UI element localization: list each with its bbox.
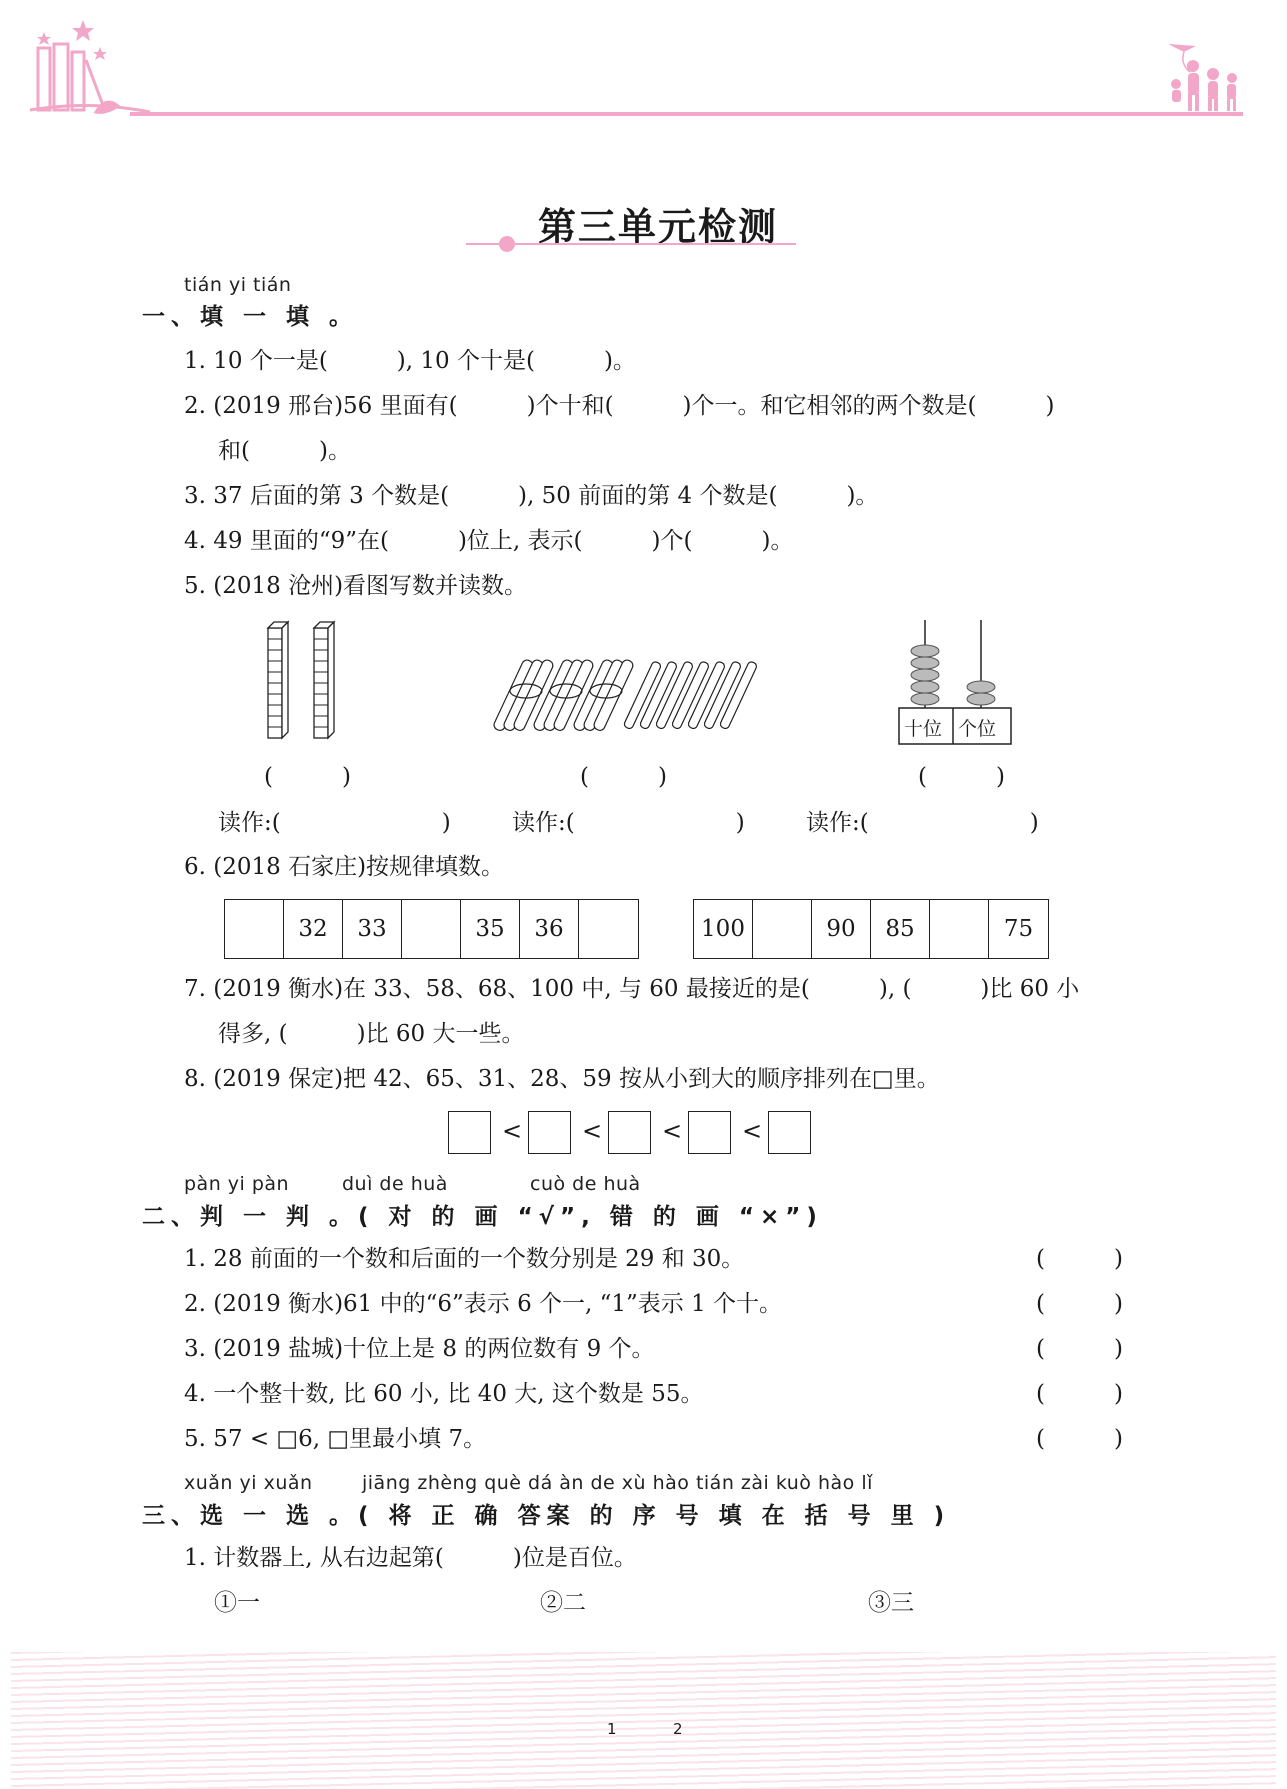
sequence-cell: 36 [520,900,579,958]
read-as-3: 读作:( ) [806,810,1039,836]
judge-item-2: 2. (2019 衡水)61 中的“6”表示 6 个一, “1”表示 1 个十。 [184,1291,783,1317]
judge-answer-3[interactable]: ( ) [1036,1336,1123,1362]
sequence-cell: 32 [284,900,343,958]
question-3: 3. 37 后面的第 3 个数是( ), 50 前面的第 4 个数是( )。 [184,483,879,509]
ten-rods-picture [262,620,342,745]
section2-heading: 二、判 一 判 。( 对 的 画 “√”, 错 的 画 “×”) [142,1204,823,1230]
stick-bundles-picture [490,655,760,735]
sequence-cell: 35 [461,900,520,958]
question-2-line1: 2. (2019 邢台)56 里面有( )个十和( )个一。和它相邻的两个数是( ) [184,393,1055,419]
order-box[interactable] [528,1111,571,1154]
question-2-line2: 和( )。 [218,438,351,464]
question-7-line1: 7. (2019 衡水)在 33、58、68、100 中, 与 60 最接近的是( ), ( )比 60 小 [184,976,1080,1002]
picture3-answer: ( ) [918,764,1005,790]
sequence-boxes-1 [224,899,639,959]
judge-answer-4[interactable]: ( ) [1036,1381,1123,1407]
order-box[interactable] [768,1111,811,1154]
picture1-answer: ( ) [264,764,351,790]
judge-item-3: 3. (2019 盐城)十位上是 8 的两位数有 9 个。 [184,1336,655,1362]
choice-option-2[interactable]: ②二 [540,1590,586,1616]
read-as-2: 读作:( ) [512,810,745,836]
judge-answer-2[interactable]: ( ) [1036,1291,1123,1317]
judge-item-1: 1. 28 前面的一个数和后面的一个数分别是 29 和 30。 [184,1246,745,1272]
question-6: 6. (2018 石家庄)按规律填数。 [184,854,505,880]
title-underline [466,234,796,254]
less-than-sign: < [502,1117,523,1145]
sequence-cell: 33 [343,900,402,958]
section3-heading: 三、选 一 选 。( 将 正 确 答案 的 序 号 填 在 括 号 里 ) [142,1503,951,1529]
order-box[interactable] [608,1111,651,1154]
read-as-1: 读作:( ) [218,810,451,836]
less-than-sign: < [742,1117,763,1145]
sequence-cell: 85 [871,900,930,958]
abacus-label-tens: 十位 [904,718,943,740]
sequence-cell[interactable] [753,900,812,958]
sequence-cell[interactable] [579,900,638,958]
header-decoration [0,0,1287,140]
page-number-right: 2 [673,1720,683,1738]
picture2-answer: ( ) [580,764,667,790]
section1-heading: 一、填 一 填 。 [142,304,359,330]
abacus-label-ones: 个位 [958,718,997,740]
section2-pinyin-2: duì de huà [342,1173,448,1195]
sequence-boxes-2 [693,899,1049,959]
section2-pinyin-3: cuò de huà [530,1173,641,1195]
sequence-cell: 90 [812,900,871,958]
section2-pinyin-1: pàn yi pàn [184,1173,290,1195]
section1-pinyin: tián yi tián [184,274,292,296]
choice-option-1[interactable]: ①一 [214,1590,260,1616]
question-5: 5. (2018 沧州)看图写数并读数。 [184,573,528,599]
judge-item-5: 5. 57 < □6, □里最小填 7。 [184,1426,487,1452]
question-7-line2: 得多, ( )比 60 大一些。 [218,1021,525,1047]
sequence-cell: 75 [1003,916,1034,942]
footer-stripes [11,1652,1276,1789]
question-1: 1. 10 个一是( ), 10 个十是( )。 [184,348,636,374]
books-logo-icon [30,44,150,112]
page-number-left: 1 [607,1720,617,1738]
order-box[interactable] [688,1111,731,1154]
sequence-cell[interactable] [225,900,284,958]
sequence-cell[interactable] [930,900,989,958]
section3-pinyin-2: jiāng zhèng què dá àn de xù hào tián zài kuò hào lǐ [362,1472,873,1494]
sequence-cell[interactable] [402,900,461,958]
judge-item-4: 4. 一个整十数, 比 60 小, 比 40 大, 这个数是 55。 [184,1381,704,1407]
page-title: 第三单元检测 [538,204,779,249]
question-8: 8. (2019 保定)把 42、65、31、28、59 按从小到大的顺序排列在□里。 [184,1066,940,1092]
sequence-cell: 100 [694,900,753,958]
question-4: 4. 49 里面的“9”在( )位上, 表示( )个( )。 [184,528,794,554]
choice-option-3[interactable]: ③三 [868,1590,914,1616]
judge-answer-5[interactable]: ( ) [1036,1426,1123,1452]
choice-question-1: 1. 计数器上, 从右边起第( )位是百位。 [184,1545,637,1571]
less-than-sign: < [662,1117,683,1145]
order-box[interactable] [448,1111,491,1154]
less-than-sign: < [582,1117,603,1145]
children-kite-icon [1168,44,1237,111]
judge-answer-1[interactable]: ( ) [1036,1246,1123,1272]
section3-pinyin-1: xuǎn yi xuǎn [184,1472,313,1494]
